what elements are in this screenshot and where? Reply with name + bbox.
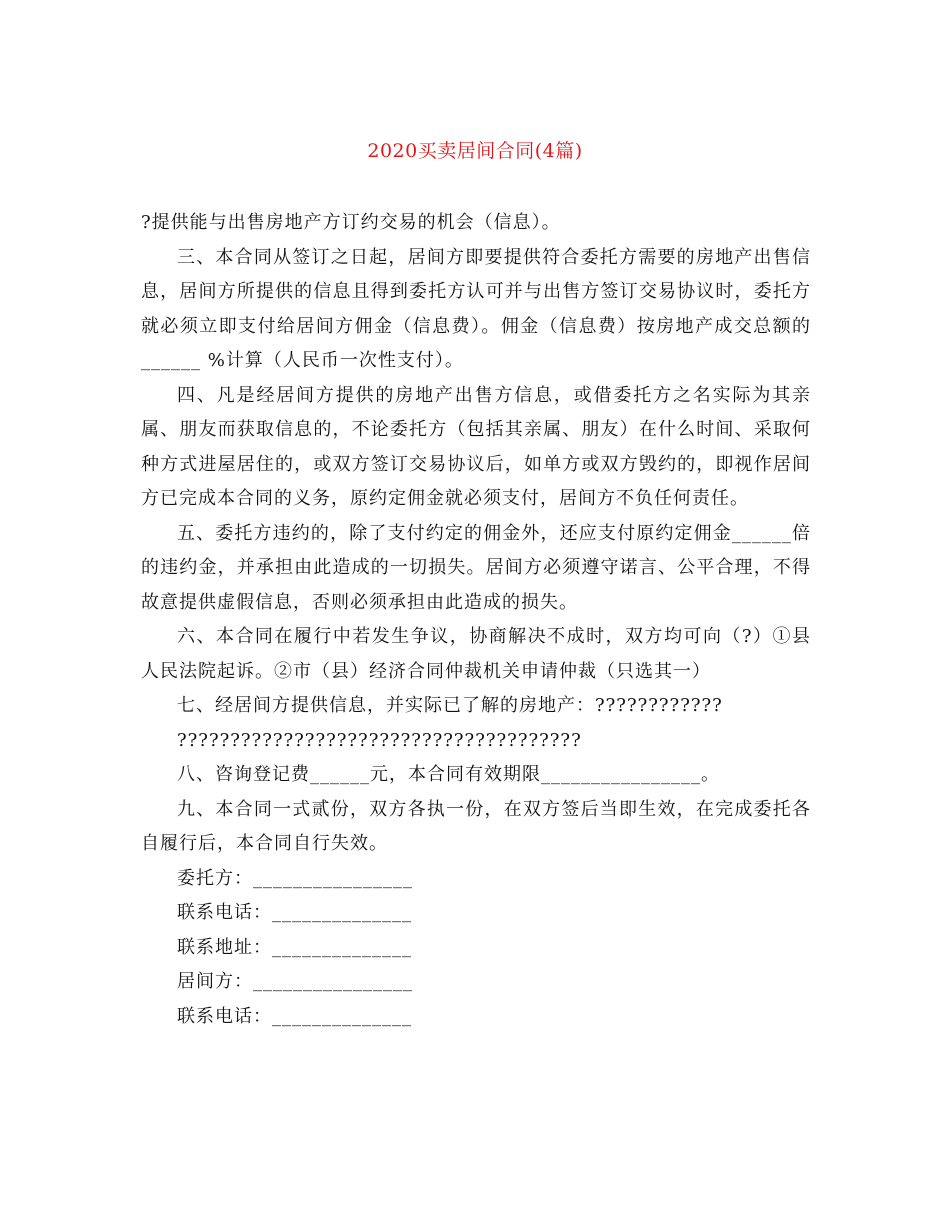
paragraph-intro: ?提供能与出售房地产方订约交易的机会（信息）。 xyxy=(141,212,561,233)
paragraph-clause-4: 四、凡是经居间方提供的房地产出售方信息，或借委托方之名实际为其亲属、朋友而获取信息的，不论委托方（包括其亲属、朋友）在什么时间、采取何种方式进屋居住的，或双方签订交易协议后，如单方或双方毁约的，即视作居间方已完成本合同的义务，原约定佣金就必须支付，居间方不负任何责任。 xyxy=(141,384,811,509)
document-title: 2020买卖居间合同(4篇) xyxy=(367,140,583,162)
paragraph-clause-8: 八、咨询登记费______元，本合同有效期限________________。 xyxy=(177,764,720,785)
signature-broker-phone: 联系电话：______________ xyxy=(177,1005,412,1027)
paragraph-clause-5: 五、委托方违约的，除了支付约定的佣金外，还应支付原约定佣金______倍的违约金，并承担由此造成的一切损失。居间方必须遵守诺言、公平合理，不得故意提供虚假信息，否则必须承担由此造成的损失。 xyxy=(141,522,811,613)
signature-client-address: 联系地址：______________ xyxy=(177,936,412,958)
paragraph-clause-9: 九、本合同一式贰份，双方各执一份，在双方签后当即生效，在完成委托各自履行后，本合同自行失效。 xyxy=(141,798,811,854)
clause-7-line-1: 七、经居间方提供信息，并实际已了解的房地产：???????????? xyxy=(177,695,723,716)
paragraph-clause-6: 六、本合同在履行中若发生争议，协商解决不成时，双方均可向（?）①县人民法院起诉。②市（县）经济合同仲裁机关申请仲裁（只选其一） xyxy=(141,626,811,682)
paragraph-clause-7 xyxy=(141,689,811,758)
signature-broker: 居间方：________________ xyxy=(177,971,413,992)
paragraph-clause-3: 三、本合同从签订之日起，居间方即要提供符合委托方需要的房地产出售信息，居间方所提供的信息且得到委托方认可并与出售方签订交易协议时，委托方就必须立即支付给居间方佣金（信息费）。佣金（信息费）按房地产成交总额的______ %计算（人民币一次性支付）。 xyxy=(141,246,811,371)
document-body xyxy=(141,206,811,1034)
clause-7-line-2: ?????????????????????????????????????? xyxy=(177,729,582,751)
signature-client: 委托方：________________ xyxy=(177,867,413,889)
signature-client-phone: 联系电话：______________ xyxy=(177,902,412,923)
